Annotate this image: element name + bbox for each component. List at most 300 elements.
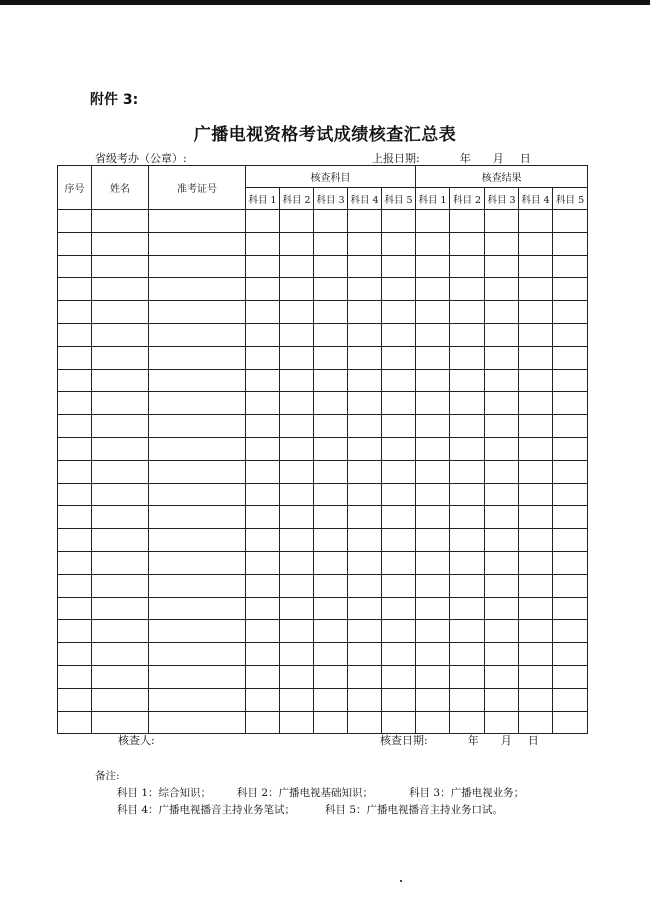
- table-cell: [149, 301, 246, 324]
- table-cell: [348, 620, 382, 643]
- table-cell: [348, 711, 382, 734]
- table-cell: [246, 323, 280, 346]
- table-cell: [314, 301, 348, 324]
- table-cell: [519, 506, 553, 529]
- table-cell: [280, 210, 314, 233]
- table-cell: [348, 483, 382, 506]
- table-cell: [246, 643, 280, 666]
- table-cell: [553, 278, 588, 301]
- table-cell: [553, 643, 588, 666]
- table-cell: [92, 210, 149, 233]
- table-cell: [246, 346, 280, 369]
- table-row: [58, 620, 588, 643]
- table-cell: [553, 323, 588, 346]
- table-cell: [553, 369, 588, 392]
- check-date-label: 核查日期:: [380, 734, 428, 747]
- notes: [95, 768, 524, 819]
- table-cell: [246, 665, 280, 688]
- table-cell: [485, 369, 519, 392]
- table-cell: [92, 301, 149, 324]
- table-cell: [314, 688, 348, 711]
- table-cell: [149, 551, 246, 574]
- table-cell: [314, 392, 348, 415]
- table-cell: [280, 574, 314, 597]
- top-border: [0, 0, 650, 5]
- table-cell: [485, 437, 519, 460]
- table-cell: [553, 688, 588, 711]
- table-cell: [348, 392, 382, 415]
- note-subject-1: 科目 1：综合知识；: [117, 787, 212, 799]
- table-cell: [58, 711, 92, 734]
- table-cell: [246, 392, 280, 415]
- table-cell: [519, 323, 553, 346]
- table-cell: [149, 711, 246, 734]
- table-cell: [92, 369, 149, 392]
- table-cell: [519, 278, 553, 301]
- table-cell: [149, 643, 246, 666]
- note-subject-5: 科目 5：广播电视播音主持业务口试。: [325, 804, 504, 816]
- table-cell: [348, 437, 382, 460]
- table-cell: [553, 255, 588, 278]
- table-cell: [58, 301, 92, 324]
- result-col-5: 科目 5: [553, 188, 588, 210]
- table-cell: [58, 688, 92, 711]
- table-cell: [314, 711, 348, 734]
- table-cell: [149, 597, 246, 620]
- table-cell: [450, 232, 485, 255]
- checker-label: 核查人:: [118, 734, 155, 747]
- table-cell: [280, 620, 314, 643]
- table-row: [58, 278, 588, 301]
- table-cell: [519, 210, 553, 233]
- table-row: [58, 665, 588, 688]
- table-row: [58, 574, 588, 597]
- table-cell: [314, 643, 348, 666]
- table-cell: [519, 460, 553, 483]
- table-cell: [149, 437, 246, 460]
- table-cell: [382, 210, 416, 233]
- table-cell: [485, 483, 519, 506]
- table-cell: [314, 574, 348, 597]
- table-cell: [416, 711, 450, 734]
- table-cell: [348, 415, 382, 438]
- table-cell: [553, 711, 588, 734]
- table-cell: [553, 210, 588, 233]
- table-cell: [450, 346, 485, 369]
- report-date-label: 上报日期:: [372, 152, 420, 165]
- table-cell: [348, 688, 382, 711]
- table-cell: [519, 597, 553, 620]
- table-cell: [416, 278, 450, 301]
- table-cell: [553, 529, 588, 552]
- table-cell: [382, 643, 416, 666]
- table-cell: [519, 643, 553, 666]
- table-cell: [382, 460, 416, 483]
- table-cell: [382, 323, 416, 346]
- table-cell: [58, 346, 92, 369]
- table-cell: [450, 483, 485, 506]
- table-cell: [553, 301, 588, 324]
- table-cell: [416, 210, 450, 233]
- table-cell: [450, 392, 485, 415]
- table-cell: [553, 551, 588, 574]
- table-cell: [416, 529, 450, 552]
- table-row: [58, 437, 588, 460]
- table-cell: [553, 506, 588, 529]
- notes-row-2: [95, 802, 524, 819]
- table-cell: [280, 551, 314, 574]
- table-cell: [519, 483, 553, 506]
- table-cell: [92, 278, 149, 301]
- table-cell: [450, 255, 485, 278]
- table-cell: [149, 688, 246, 711]
- table-cell: [314, 323, 348, 346]
- table-cell: [450, 665, 485, 688]
- table-cell: [348, 506, 382, 529]
- table-cell: [246, 483, 280, 506]
- table-cell: [280, 255, 314, 278]
- note-subject-4: 科目 4：广播电视播音主持业务笔试；: [117, 804, 296, 816]
- table-row: [58, 643, 588, 666]
- table-cell: [382, 711, 416, 734]
- table-cell: [280, 665, 314, 688]
- table-cell: [280, 346, 314, 369]
- report-date-day: 日: [519, 152, 531, 165]
- table-cell: [280, 415, 314, 438]
- report-date-month: 月: [492, 152, 504, 165]
- table-cell: [553, 597, 588, 620]
- result-col-2: 科目 2: [450, 188, 485, 210]
- table-cell: [314, 369, 348, 392]
- table-cell: [382, 346, 416, 369]
- table-cell: [519, 711, 553, 734]
- table-cell: [58, 574, 92, 597]
- table-cell: [58, 620, 92, 643]
- table-cell: [246, 551, 280, 574]
- table-cell: [246, 278, 280, 301]
- table-cell: [485, 210, 519, 233]
- table-cell: [314, 551, 348, 574]
- table-cell: [485, 301, 519, 324]
- table-cell: [519, 437, 553, 460]
- table-cell: [246, 506, 280, 529]
- table-cell: [519, 665, 553, 688]
- table-cell: [382, 506, 416, 529]
- table-row: [58, 210, 588, 233]
- table-cell: [314, 346, 348, 369]
- table-cell: [92, 574, 149, 597]
- table-row: [58, 711, 588, 734]
- report-date-year: 年: [459, 152, 471, 165]
- table-cell: [485, 415, 519, 438]
- table-cell: [382, 369, 416, 392]
- table-cell: [450, 643, 485, 666]
- table-cell: [348, 323, 382, 346]
- table-row: [58, 255, 588, 278]
- table-cell: [58, 506, 92, 529]
- table-cell: [92, 232, 149, 255]
- table-cell: [519, 369, 553, 392]
- table-cell: [450, 301, 485, 324]
- table-cell: [485, 643, 519, 666]
- subject-col-4: 科目 4: [348, 188, 382, 210]
- table-cell: [382, 574, 416, 597]
- table-cell: [92, 551, 149, 574]
- result-col-3: 科目 3: [485, 188, 519, 210]
- table-row: [58, 506, 588, 529]
- table-cell: [92, 529, 149, 552]
- table-cell: [58, 255, 92, 278]
- table-cell: [519, 415, 553, 438]
- table-cell: [416, 415, 450, 438]
- table-cell: [58, 323, 92, 346]
- table-cell: [348, 643, 382, 666]
- table-cell: [246, 232, 280, 255]
- table-cell: [382, 551, 416, 574]
- table-cell: [58, 392, 92, 415]
- table-cell: [485, 232, 519, 255]
- table-cell: [485, 255, 519, 278]
- table-cell: [58, 415, 92, 438]
- table-cell: [149, 506, 246, 529]
- header-check-results: 核查结果: [416, 166, 588, 188]
- table-cell: [280, 278, 314, 301]
- table-row: [58, 392, 588, 415]
- table-cell: [246, 460, 280, 483]
- table-cell: [348, 210, 382, 233]
- table-row: [58, 415, 588, 438]
- table-cell: [416, 232, 450, 255]
- table-cell: [416, 369, 450, 392]
- table-cell: [314, 665, 348, 688]
- table-cell: [485, 688, 519, 711]
- result-col-4: 科目 4: [519, 188, 553, 210]
- table-cell: [149, 415, 246, 438]
- table-cell: [450, 620, 485, 643]
- table-cell: [450, 551, 485, 574]
- table-cell: [382, 255, 416, 278]
- table-cell: [416, 437, 450, 460]
- table-body: [58, 210, 588, 734]
- table-cell: [485, 506, 519, 529]
- check-date-day: 日: [527, 734, 539, 747]
- table-cell: [485, 346, 519, 369]
- table-cell: [92, 415, 149, 438]
- table-cell: [416, 620, 450, 643]
- table-cell: [280, 232, 314, 255]
- attachment-label: 附件 3:: [90, 92, 139, 108]
- table-cell: [519, 392, 553, 415]
- table-cell: [246, 597, 280, 620]
- table-cell: [149, 346, 246, 369]
- table-cell: [280, 460, 314, 483]
- table-cell: [450, 210, 485, 233]
- table-cell: [58, 597, 92, 620]
- report-date: [372, 150, 531, 166]
- table-cell: [92, 392, 149, 415]
- table-cell: [553, 392, 588, 415]
- table-cell: [246, 620, 280, 643]
- table-row: [58, 369, 588, 392]
- table-cell: [382, 232, 416, 255]
- table-cell: [382, 301, 416, 324]
- table-cell: [314, 460, 348, 483]
- table-cell: [485, 665, 519, 688]
- table-cell: [280, 711, 314, 734]
- table-cell: [485, 574, 519, 597]
- table-cell: [485, 597, 519, 620]
- table-cell: [519, 255, 553, 278]
- table-cell: [314, 620, 348, 643]
- table-cell: [149, 529, 246, 552]
- table-cell: [416, 301, 450, 324]
- table-cell: [280, 483, 314, 506]
- table-cell: [382, 597, 416, 620]
- table-row: [58, 529, 588, 552]
- check-date: [380, 732, 539, 748]
- note-subject-2: 科目 2：广播电视基础知识；: [237, 787, 374, 799]
- table-cell: [416, 643, 450, 666]
- table-cell: [450, 688, 485, 711]
- table-cell: [58, 460, 92, 483]
- table-cell: [348, 597, 382, 620]
- table-cell: [58, 232, 92, 255]
- table-cell: [92, 665, 149, 688]
- table-cell: [280, 369, 314, 392]
- table-cell: [348, 346, 382, 369]
- table-row: [58, 323, 588, 346]
- table-cell: [58, 483, 92, 506]
- table-cell: [246, 574, 280, 597]
- table-cell: [246, 688, 280, 711]
- table-cell: [450, 506, 485, 529]
- table-cell: [416, 688, 450, 711]
- table-cell: [485, 323, 519, 346]
- result-col-1: 科目 1: [416, 188, 450, 210]
- table-cell: [280, 392, 314, 415]
- table-cell: [246, 210, 280, 233]
- table-cell: [314, 437, 348, 460]
- subject-col-1: 科目 1: [246, 188, 280, 210]
- notes-heading: 备注:: [95, 770, 120, 782]
- table-cell: [485, 551, 519, 574]
- table-cell: [416, 323, 450, 346]
- table-cell: [149, 574, 246, 597]
- table-cell: [348, 369, 382, 392]
- table-cell: [149, 369, 246, 392]
- table-cell: [416, 506, 450, 529]
- table-cell: [450, 278, 485, 301]
- table-cell: [92, 506, 149, 529]
- table-cell: [314, 210, 348, 233]
- table-cell: [553, 665, 588, 688]
- table-cell: [382, 278, 416, 301]
- table-cell: [314, 232, 348, 255]
- table-cell: [149, 255, 246, 278]
- table-cell: [485, 711, 519, 734]
- table-cell: [450, 574, 485, 597]
- table-row: [58, 346, 588, 369]
- table-cell: [246, 529, 280, 552]
- table-cell: [149, 210, 246, 233]
- table-cell: [348, 665, 382, 688]
- table-cell: [92, 255, 149, 278]
- table-cell: [382, 415, 416, 438]
- table-cell: [149, 392, 246, 415]
- table-cell: [382, 665, 416, 688]
- table-cell: [314, 255, 348, 278]
- table-cell: [348, 551, 382, 574]
- table-cell: [246, 301, 280, 324]
- table-cell: [416, 574, 450, 597]
- table-cell: [314, 415, 348, 438]
- table-cell: [485, 278, 519, 301]
- table-cell: [246, 437, 280, 460]
- header-check-subjects: 核查科目: [246, 166, 416, 188]
- table-row: [58, 483, 588, 506]
- table-cell: [58, 437, 92, 460]
- table-cell: [246, 369, 280, 392]
- table-cell: [58, 278, 92, 301]
- table-cell: [246, 415, 280, 438]
- note-subject-3: 科目 3：广播电视业务；: [409, 787, 525, 799]
- table-cell: [519, 232, 553, 255]
- page-title: 广播电视资格考试成绩核查汇总表: [193, 125, 457, 145]
- table-cell: [450, 711, 485, 734]
- table-cell: [92, 460, 149, 483]
- table-cell: [58, 210, 92, 233]
- table-cell: [485, 460, 519, 483]
- table-cell: [416, 346, 450, 369]
- table-cell: [416, 483, 450, 506]
- table-cell: [553, 574, 588, 597]
- table-cell: [519, 346, 553, 369]
- table-cell: [58, 369, 92, 392]
- table-cell: [382, 529, 416, 552]
- table-cell: [314, 529, 348, 552]
- table-cell: [553, 415, 588, 438]
- table-cell: [246, 255, 280, 278]
- office-label: 省级考办（公章）:: [95, 152, 187, 165]
- table-cell: [246, 711, 280, 734]
- table-cell: [314, 597, 348, 620]
- table-cell: [92, 483, 149, 506]
- subject-col-5: 科目 5: [382, 188, 416, 210]
- header-seq: 序号: [58, 166, 92, 210]
- table-cell: [382, 620, 416, 643]
- table-cell: [92, 597, 149, 620]
- table-row: [58, 551, 588, 574]
- header-name: 姓名: [92, 166, 149, 210]
- table-cell: [485, 529, 519, 552]
- table-cell: [450, 437, 485, 460]
- table-cell: [149, 278, 246, 301]
- table-cell: [382, 437, 416, 460]
- table-cell: [280, 643, 314, 666]
- table-cell: [314, 278, 348, 301]
- table-cell: [92, 346, 149, 369]
- table-cell: [450, 597, 485, 620]
- table-cell: [280, 529, 314, 552]
- table-cell: [314, 506, 348, 529]
- table-cell: [58, 665, 92, 688]
- table-cell: [416, 392, 450, 415]
- table-row: [58, 301, 588, 324]
- table-cell: [450, 460, 485, 483]
- table-cell: [519, 574, 553, 597]
- table-cell: [149, 620, 246, 643]
- table-cell: [416, 665, 450, 688]
